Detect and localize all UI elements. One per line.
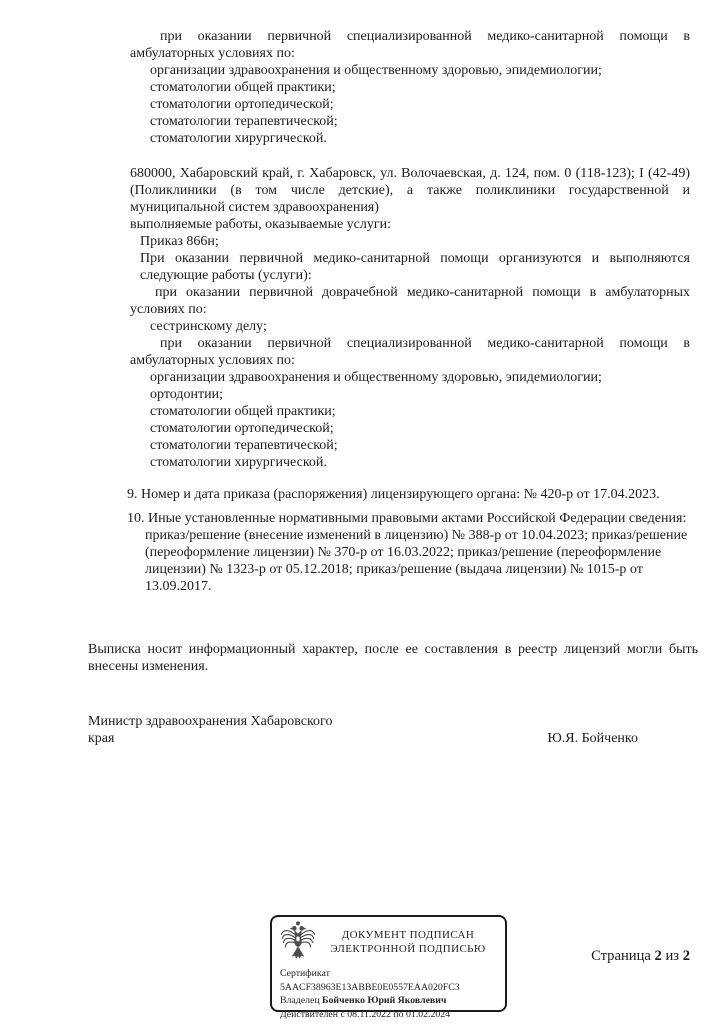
signer-position-line1: Министр здравоохранения Хабаровского: [88, 714, 333, 729]
section-address-and-works: [130, 165, 690, 471]
works-label: выполняемые работы, оказываемые услуги:: [130, 217, 392, 232]
page-current: 2: [654, 948, 662, 964]
page-of-label: из: [665, 948, 680, 964]
electronic-signature-stamp: [270, 915, 507, 1020]
list-item: стоматологии хирургической.: [150, 455, 327, 470]
list-item: организации здравоохранения и общественному здоровью, эпидемиологии;: [150, 63, 602, 78]
list-item: стоматологии ортопедической;: [150, 421, 334, 436]
owner-name: Бойченко Юрий Яковлевич: [322, 995, 447, 1007]
stamp-title: [317, 928, 499, 956]
owner-label: Владелец: [280, 995, 320, 1007]
list-item: сестринскому делу;: [150, 319, 267, 334]
paragraph-specialized-care: при оказании первичной специализированной медико-санитарной помощи в амбулаторных условиях по:: [130, 336, 690, 368]
certificate-label: Сертификат: [280, 968, 330, 979]
stamp-validity-line: Действителен с 08.11.2022 по 01.02.2024: [280, 1008, 451, 1020]
section-specialized-care-top: [130, 28, 690, 147]
page-number: [550, 948, 690, 965]
certificate-value: 5AACF38963E13ABBE0E0557EAA020FC3: [280, 981, 460, 993]
list-item: стоматологии хирургической.: [150, 131, 327, 146]
signer-position-line2: края: [88, 731, 115, 746]
paragraph-specialized-care: при оказании первичной специализированной медико-санитарной помощи в амбулаторных условиях по:: [130, 29, 690, 61]
signature-block: [88, 713, 638, 747]
stamp-owner-line: [280, 994, 497, 1008]
order-reference: Приказ 866н;: [140, 234, 219, 249]
stamp-title-line2: ЭЛЕКТРОННОЙ ПОДПИСЬЮ: [330, 943, 486, 955]
list-item: ортодонтии;: [150, 387, 223, 402]
list-item: стоматологии общей практики;: [150, 404, 336, 419]
signer-name: Ю.Я. Бойченко: [547, 731, 638, 746]
list-item: стоматологии терапевтической;: [150, 114, 338, 129]
list-item: стоматологии общей практики;: [150, 80, 336, 95]
page-label: Страница: [591, 948, 651, 964]
address-paragraph: 680000, Хабаровский край, г. Хабаровск, ул. Волочаевская, д. 124, пом. 0 (118-123); I (42-49) (Поликлиники (в том числе детские), а также поликлиники государственной и муниципальной систем здравоохранения): [130, 166, 690, 215]
paragraph-primary-care: При оказании первичной медико-санитарной помощи организуются и выполняются следующие работы (услуги):: [140, 251, 690, 283]
list-item: стоматологии ортопедической;: [150, 97, 334, 112]
list-item: стоматологии терапевтической;: [150, 438, 338, 453]
double-headed-eagle-icon: [279, 921, 317, 963]
page-total: 2: [682, 948, 690, 964]
informational-note: Выписка носит информационный характер, после ее составления в реестр лицензий могли быть внесены изменения.: [88, 642, 698, 674]
item-9-order-number: 9. Номер и дата приказа (распоряжения) лицензирующего органа: № 420-р от 17.04.2023.: [127, 487, 660, 502]
item-10-other-info: 10. Иные установленные нормативными правовыми актами Российской Федерации сведения: приказ/решение (внесение изменений в лицензию) № 388-р от 10.04.2023; приказ/решение (переоформление лицензии) № 370-р от 16.03.2022; приказ/решение (переоформление лицензии) № 1323-р от 05.12.2018; приказ/решение (выдача лицензии) № 1015-р от 13.09.2017.: [127, 511, 688, 594]
stamp-certificate-line: [280, 967, 497, 994]
list-item: организации здравоохранения и общественному здоровью, эпидемиологии;: [150, 370, 602, 385]
stamp-title-line1: ДОКУМЕНТ ПОДПИСАН: [341, 929, 475, 941]
paragraph-prehospital-care: при оказании первичной доврачебной медико-санитарной помощи в амбулаторных условиях по:: [130, 285, 690, 317]
